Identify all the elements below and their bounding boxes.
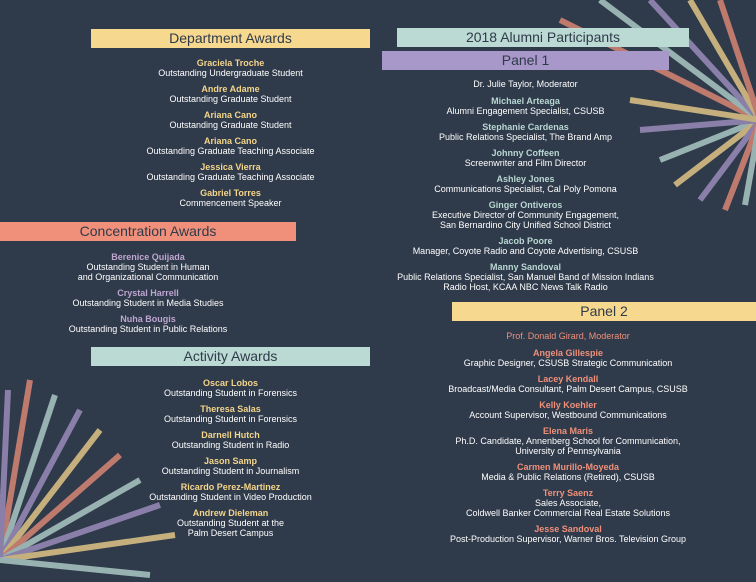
person-name: Terry Saenz [542,488,594,498]
list-item [91,162,370,182]
person-name: Andre Adame [201,84,260,94]
list-item [91,58,370,78]
person-name: Berenice Quijada [111,252,185,262]
person-role: Executive Director of Community Engagement, San Bernardino City Unified School District [431,210,620,230]
person-role: Outstanding Student in Radio [171,440,290,450]
moderator: Dr. Julie Taylor, Moderator [473,79,578,89]
alumni-participants-header: 2018 Alumni Participants [397,28,689,47]
panel-1-list [382,79,669,298]
person-name: Jesse Sandoval [534,524,602,534]
person-role: Account Supervisor, Westbound Communications [469,410,667,420]
person-role: Screenwriter and Film Director [464,158,587,168]
list-item [398,426,738,456]
person-role: Public Relations Specialist, San Manuel Band of Mission Indians Radio Host, KCAA NBC News Talk Radio [397,272,654,292]
person-name: Jason Samp [203,456,258,466]
person-name: Elena Maris [542,426,594,436]
list-item [398,400,738,420]
person-name: Graciela Troche [196,58,265,68]
department-awards-list [91,58,370,214]
list-item [91,456,370,476]
panel-2-list [398,331,738,550]
person-name: Jacob Poore [498,236,553,246]
person-role: Communications Specialist, Cal Poly Pomona [434,184,617,194]
person-role: Outstanding Graduate Student [169,94,292,104]
list-item [398,348,738,368]
person-role: Outstanding Graduate Student [169,120,292,130]
list-item [382,174,669,194]
moderator: Prof. Donald Girard, Moderator [506,331,630,341]
person-name: Carmen Murillo-Moyeda [516,462,619,472]
person-role: Manager, Coyote Radio and Coyote Advertising, CSUSB [412,246,639,256]
person-role: Ph.D. Candidate, Annenberg School for Communication, University of Pennsylvania [455,436,681,456]
list-item [0,314,296,334]
list-item [398,462,738,482]
list-item [91,188,370,208]
person-name: Stephanie Cardenas [482,122,569,132]
person-role: Outstanding Graduate Teaching Associate [146,172,315,182]
list-item [382,122,669,142]
person-name: Darnell Hutch [201,430,260,440]
person-role: Outstanding Student in Human and Organizational Communication [77,262,219,282]
list-item [91,378,370,398]
person-name: Crystal Harrell [117,288,179,298]
person-role: Outstanding Student in Media Studies [72,298,224,308]
department-awards-header: Department Awards [91,29,370,48]
list-item [398,488,738,518]
list-item [0,288,296,308]
panel-2-header: Panel 2 [452,302,756,321]
person-name: Lacey Kendall [537,374,599,384]
list-item [91,110,370,130]
person-role: Outstanding Student in Video Production [149,492,312,502]
person-name: Gabriel Torres [200,188,261,198]
panel-1-header: Panel 1 [382,51,669,70]
person-role: Public Relations Specialist, The Brand Amp [439,132,612,142]
person-role: Outstanding Undergraduate Student [158,68,303,78]
person-name: Ginger Ontiveros [488,200,563,210]
person-name: Theresa Salas [200,404,261,414]
person-role: Commencement Speaker [179,198,282,208]
list-item [382,200,669,230]
list-item [382,262,669,292]
person-role: Media & Public Relations (Retired), CSUSB [481,472,655,482]
person-role: Outstanding Student in Journalism [161,466,300,476]
list-item [382,96,669,116]
list-item [91,430,370,450]
person-role: Outstanding Student in Forensics [163,414,298,424]
person-name: Angela Gillespie [532,348,604,358]
person-role: Outstanding Student in Public Relations [68,324,228,334]
list-item [398,374,738,394]
list-item [0,252,296,282]
concentration-awards-header: Concentration Awards [0,222,296,241]
activity-awards-list [91,378,370,544]
person-role: Outstanding Student at the Palm Desert Campus [176,518,285,538]
person-name: Manny Sandoval [489,262,561,272]
concentration-awards-list [0,252,296,340]
person-name: Nuha Bougis [120,314,176,324]
person-name: Ricardo Perez-Martinez [180,482,281,492]
list-item [91,482,370,502]
list-item [91,404,370,424]
person-role: Sales Associate, Coldwell Banker Commercial Real Estate Solutions [465,498,671,518]
person-role: Post-Production Supervisor, Warner Bros. Television Group [449,534,687,544]
list-item [91,508,370,538]
person-name: Ashley Jones [496,174,555,184]
list-item [382,236,669,256]
person-role: Alumni Engagement Specialist, CSUSB [446,106,605,116]
person-name: Andrew Dieleman [192,508,269,518]
list-item [91,136,370,156]
person-name: Ariana Cano [203,110,257,120]
person-role: Outstanding Student in Forensics [163,388,298,398]
person-role: Outstanding Graduate Teaching Associate [146,146,315,156]
activity-awards-header: Activity Awards [91,347,370,366]
list-item [398,524,738,544]
person-name: Johnny Coffeen [491,148,560,158]
person-name: Jessica Vierra [200,162,261,172]
person-role: Graphic Designer, CSUSB Strategic Communication [463,358,673,368]
person-name: Oscar Lobos [202,378,258,388]
list-item [382,148,669,168]
person-name: Kelly Koehler [539,400,597,410]
person-role: Broadcast/Media Consultant, Palm Desert Campus, CSUSB [448,384,688,394]
person-name: Michael Arteaga [491,96,560,106]
person-name: Ariana Cano [203,136,257,146]
list-item [91,84,370,104]
